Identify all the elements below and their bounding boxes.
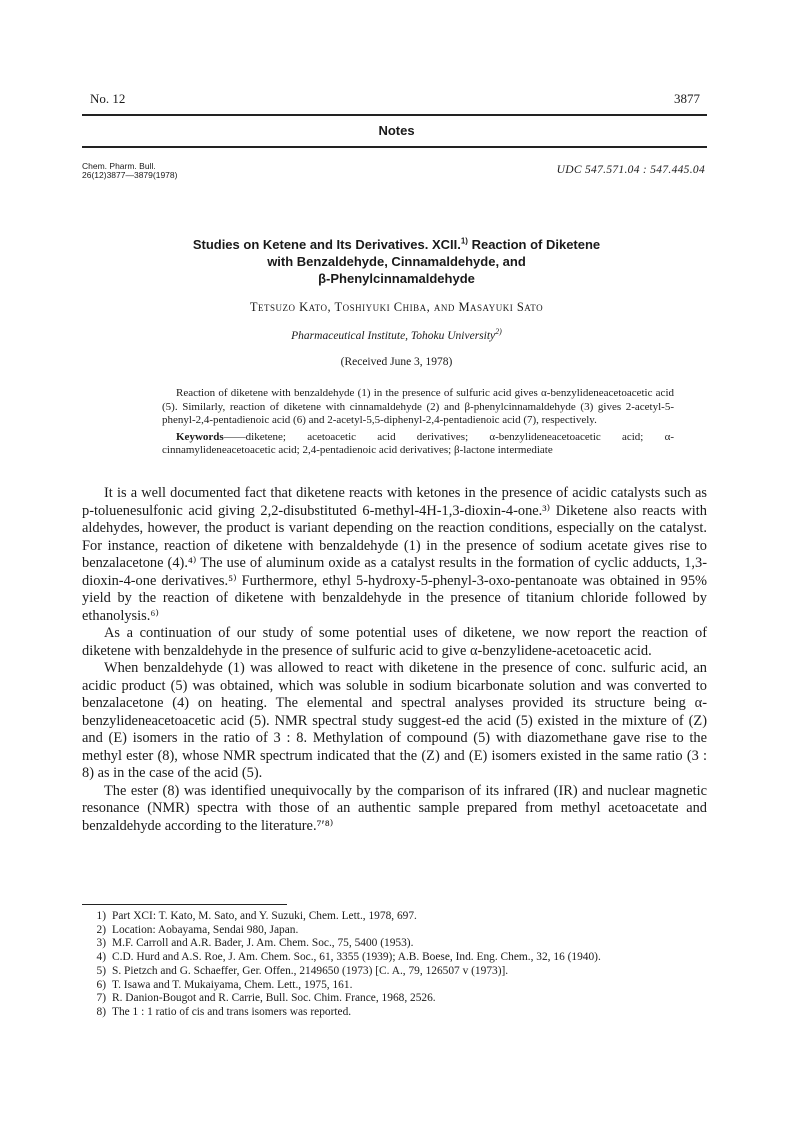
- keywords-label: Keywords: [176, 430, 224, 443]
- footnote-text: The 1 : 1 ratio of cis and trans isomers was reported.: [112, 1005, 352, 1018]
- affiliation-footnote-ref: 2): [495, 327, 502, 337]
- footnote-number: 4): [96, 951, 106, 964]
- section-rule: [82, 146, 707, 148]
- footnote-number: 5): [96, 964, 106, 977]
- footnote-text: S. Pietzch and G. Schaeffer, Ger. Offen., 2149650 (1973) [C. A., 79, 126507 v (1973)].: [112, 964, 509, 977]
- footnote-text: C.D. Hurd and A.S. Roe, J. Am. Chem. Soc., 61, 3355 (1939); A.B. Boese, Ind. Eng. Chem., 32, 16 (1940).: [112, 951, 601, 964]
- footnote: [82, 965, 707, 979]
- footnote: [82, 979, 707, 993]
- footnote: [82, 924, 707, 938]
- footnote: [82, 1006, 707, 1020]
- paragraph-3: When benzaldehyde (1) was allowed to react with diketene in the presence of conc. sulfuric acid, an acidic product (5) was obtained, which was soluble in sodium bicarbonate solution and was converted to benzalacetone (4) on heating. The elemental and spectral analyses provided its structure being α-benzylideneacetoacetic acid (5). NMR spectral study suggest-ed the acid (5) existed in the mixture of (Z) and (E) isomers in the ratio of 3 : 8. Methylation of compound (5) with diazomethane gave rise to the methyl ester (8), whose NMR spectrum indicated that the (Z) and (E) isomers existed in the same ratio (3 : 8) as in the case of the acid (5).: [82, 660, 707, 781]
- citation-volume: 26(12)3877—3879(1978): [82, 170, 178, 180]
- title-line-1: Studies on Ketene and Its Derivatives. XCII.: [192, 237, 461, 252]
- footnote-text: Part XCI: T. Kato, M. Sato, and Y. Suzuki, Chem. Lett., 1978, 697.: [112, 910, 417, 922]
- footnote-number: 8): [96, 1005, 106, 1018]
- footnote-text: Location: Aobayama, Sendai 980, Japan.: [112, 923, 299, 936]
- title-line-3: β-Phenylcinnamaldehyde: [318, 271, 475, 286]
- footnote-text: T. Isawa and T. Mukaiyama, Chem. Lett., 1975, 161.: [112, 978, 353, 991]
- udc-code: UDC 547.571.04 : 547.445.04: [556, 164, 705, 176]
- received-date: (Received June 3, 1978): [340, 356, 453, 368]
- footnote: [82, 992, 707, 1006]
- affiliation: [0, 327, 793, 342]
- keywords-list: ——diketene; acetoacetic acid derivatives; α-benzylideneacetoacetic acid; α-cinnamylideneacetoacetic acid; 2,4-pentadienoic acid derivatives; β-lactone intermediate: [162, 430, 674, 457]
- section-title: Notes: [378, 123, 415, 138]
- body-text: [82, 485, 707, 835]
- page-number: 3877: [674, 91, 700, 106]
- footnote-number: 1): [96, 910, 106, 922]
- footnote-text: R. Danion-Bougot and R. Carrie, Bull. Soc. Chim. France, 1968, 2526.: [112, 992, 436, 1005]
- footnote-text: M.F. Carroll and A.R. Bader, J. Am. Chem. Soc., 75, 5400 (1953).: [112, 937, 414, 950]
- affiliation-text: Pharmaceutical Institute, Tohoku University: [291, 330, 496, 342]
- keywords: [162, 431, 674, 458]
- paper-title: [140, 236, 653, 287]
- footnote-number: 3): [96, 937, 106, 950]
- author-list: Tetsuzo Kato, Toshiyuki Chiba, and Masayuki Sato: [249, 300, 544, 314]
- abstract: [162, 387, 674, 469]
- footnote: [82, 937, 707, 951]
- footnote-rule: [82, 904, 287, 905]
- footnote-number: 2): [96, 923, 106, 936]
- header-rule: [82, 114, 707, 116]
- title-footnote-ref: 1): [460, 236, 468, 246]
- paragraph-4: The ester (8) was identified unequivocally by the comparison of its infrared (IR) and nuclear magnetic resonance (NMR) spectra with those of an authentic sample prepared from methyl acetoacetate and benzaldehyde according to the literature.⁷ʹ⁸⁾: [82, 782, 707, 834]
- footnote-number: 6): [96, 978, 106, 991]
- footnote-number: 7): [96, 992, 106, 1005]
- abstract-text: Reaction of diketene with benzaldehyde (1) in the presence of sulfuric acid gives α-benzylideneacetoacetic acid (5). Similarly, reaction of diketene with cinnamaldehyde (2) and β-phenylcinnamaldehyde (3) gives 2-acetyl-5-phenyl-2,4-pentadienoic acid (6) and 2-acetyl-5,5-diphenyl-2,4-pentadienoic acid (7), respectively.: [162, 387, 674, 427]
- paragraph-2: As a continuation of our study of some potential uses of diketene, we now report the reaction of diketene with benzaldehyde in the presence of sulfuric acid to give α-benzylidene-acetoacetic acid.: [82, 625, 707, 659]
- citation-journal: Chem. Pharm. Bull.: [82, 161, 156, 171]
- journal-issue: No. 12: [90, 91, 126, 106]
- paragraph-1: It is a well documented fact that diketene reacts with ketones in the presence of acidic catalysts such as p-toluenesulfonic acid giving 2,2-disubstituted 6-methyl-4H-1,3-dioxin-4-one.³⁾ Diketene also reacts with aldehydes, however, the product is variant depending on the reaction conditions, especially on the catalyst. For instance, reaction of diketene with benzaldehyde (1) in the presence of sodium acetate gives rise to benzalacetone (4).⁴⁾ The use of aluminum oxide as a catalyst results in the formation of cyclic adducts, 1,3-dioxin-4-one derivatives.⁵⁾ Furthermore, ethyl 5-hydroxy-5-phenyl-3-oxo-pentanoate was obtained in 95% yield by the reaction of diketene with benzaldehyde in the presence of titanium chloride followed by ethanolysis.⁶⁾: [82, 485, 707, 624]
- title-line-1-tail: Reaction of Diketene: [467, 237, 601, 252]
- footnote: [82, 951, 707, 965]
- journal-citation: [82, 162, 177, 180]
- footnotes: [82, 910, 707, 1020]
- footnote: [82, 910, 707, 924]
- title-line-2: with Benzaldehyde, Cinnamaldehyde, and: [267, 254, 526, 269]
